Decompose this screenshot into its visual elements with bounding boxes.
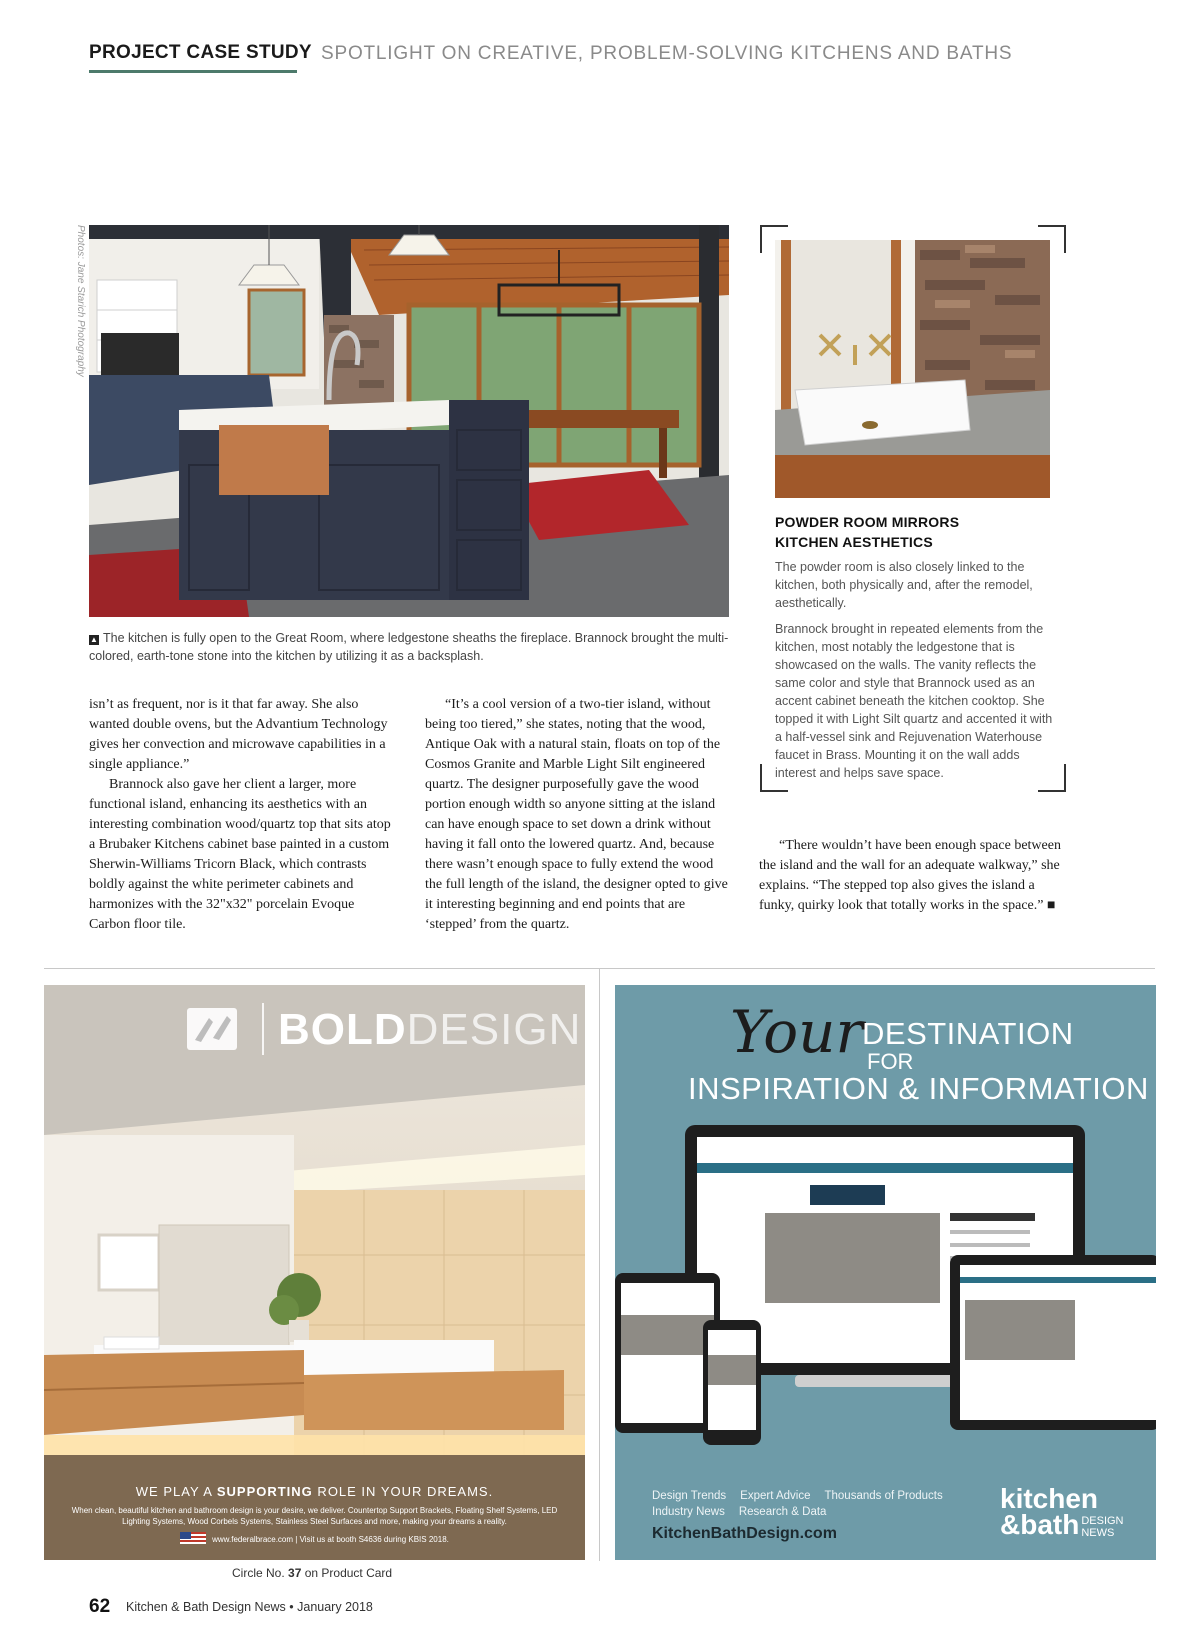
- logo-separator: [262, 1003, 264, 1055]
- us-flag-icon: [180, 1532, 206, 1544]
- ad-headline: DESTINATION: [862, 1016, 1074, 1051]
- ad-divider-vertical: [599, 968, 600, 1561]
- ad-body-copy: When clean, beautiful kitchen and bathroom design is your desire, we deliver. Countertop Support Brackets, Floating Shelf Systems, LED Lighting Systems, Wood Corbels Systems, Stainless Steel Surfaces and more, making your dreams a reality.: [71, 1506, 558, 1526]
- sidebar-heading: POWDER ROOM MIRRORS KITCHEN AESTHETICS: [775, 514, 960, 550]
- ad-tagline: WE PLAY A SUPPORTING ROLE IN YOUR DREAMS.: [135, 1484, 494, 1499]
- body-column-1: [89, 695, 399, 935]
- sidebar-paragraph: The powder room is also closely linked to the kitchen, both physically and, after the remodel, aesthetically.: [775, 560, 1033, 610]
- bold-design-ad[interactable]: [44, 985, 585, 1560]
- publication-line: Kitchen & Bath Design News • January 2018: [126, 1600, 373, 1614]
- powder-room-photo: [775, 240, 1050, 498]
- ad-url[interactable]: www.federalbrace.com | Visit us at booth S4636 during KBIS 2018.: [44, 1532, 585, 1544]
- body-column-3: [759, 836, 1069, 916]
- arrow-up-icon: ▲: [90, 635, 98, 644]
- bold-design-logo-icon: [187, 1008, 237, 1050]
- ad-feature-list: Design Trends Expert Advice Thousands of Products Industry News Research & Data: [652, 1490, 943, 1518]
- ad-headline: FOR: [867, 1049, 914, 1074]
- photo-caption: ▲ The kitchen is fully open to the Great Room, where ledgestone sheaths the fireplace. Brannock brought the multi-colored, earth-tone stone into the kitchen by utilizing it as a backsplash.: [89, 631, 729, 663]
- body-column-2: [425, 695, 731, 935]
- page-number: 62: [89, 1596, 111, 1617]
- sidebar-paragraph: Brannock brought in repeated elements from the kitchen, most notably the ledgestone that is showcased on the walls. The vanity reflects the same color and style that Brannock used as an accent cabinet beneath the kitchen cooktop. She topped it with Light Silt quartz and accented it with a half-vessel sink and Rejuvenation Waterhouse faucet in Brass. Mounting it on the wall adds interest and helps save space.: [775, 622, 1053, 780]
- body-paragraph: Brannock also gave her client a larger, more functional island, enhancing its aesthetics with an interesting combination wood/quartz top that sits atop a Brubaker Kitchens cabinet base painted in a custom Sherwin-Williams Tricorn Black, which contrasts boldly against the white perimeter cabinets and harmonizes with the 32"x32" porcelain Evoque Carbon floor tile.: [89, 777, 391, 932]
- body-paragraph: isn’t as frequent, nor is it that far away. She also wanted double ovens, but the Advantium Technology gives her convection and microwave capabilities in a single appliance.”: [89, 697, 388, 772]
- section-tagline: SPOTLIGHT ON CREATIVE, PROBLEM-SOLVING KITCHENS AND BATHS: [321, 43, 1013, 64]
- section-label: PROJECT CASE STUDY: [89, 42, 312, 63]
- body-paragraph: “There wouldn’t have been enough space between the island and the wall for an adequate walkway,” she explains. “The stepped top also gives the island a funky, quirky look that totally works in the space.” ■: [759, 838, 1061, 913]
- photo-credit: Photos: Jane Starich Photography: [75, 225, 86, 377]
- ad-script-headline: Your: [730, 998, 864, 1066]
- product-card-note: Circle No. 37 on Product Card: [232, 1566, 393, 1580]
- kitchen-photo: [89, 225, 729, 617]
- bold-design-logo: BOLDDESIGN: [278, 1005, 582, 1054]
- body-paragraph: “It’s a cool version of a two-tier island, without being too tiered,” she states, noting that the wood, Antique Oak with a natural stain, floats on top of the Cosmos Granite and Marble Light Silt engineered quartz. The designer purposefully gave the wood portion enough width so anyone sitting at the island can have enough space to set down a drink without having it fall onto the lowered quartz. And, because there wasn’t enough space to fully extend the wood the full length of the island, the designer opted to give it interesting beginning and end points that are ‘stepped’ from the quartz.: [425, 697, 728, 932]
- section-label-underline: [89, 70, 297, 73]
- end-mark: ■: [1046, 898, 1056, 913]
- ad-url[interactable]: KitchenBathDesign.com: [652, 1525, 837, 1542]
- kbdn-logo: kitchen &bath DESIGN NEWS: [1000, 1483, 1124, 1540]
- ad-headline: INSPIRATION & INFORMATION: [688, 1071, 1149, 1106]
